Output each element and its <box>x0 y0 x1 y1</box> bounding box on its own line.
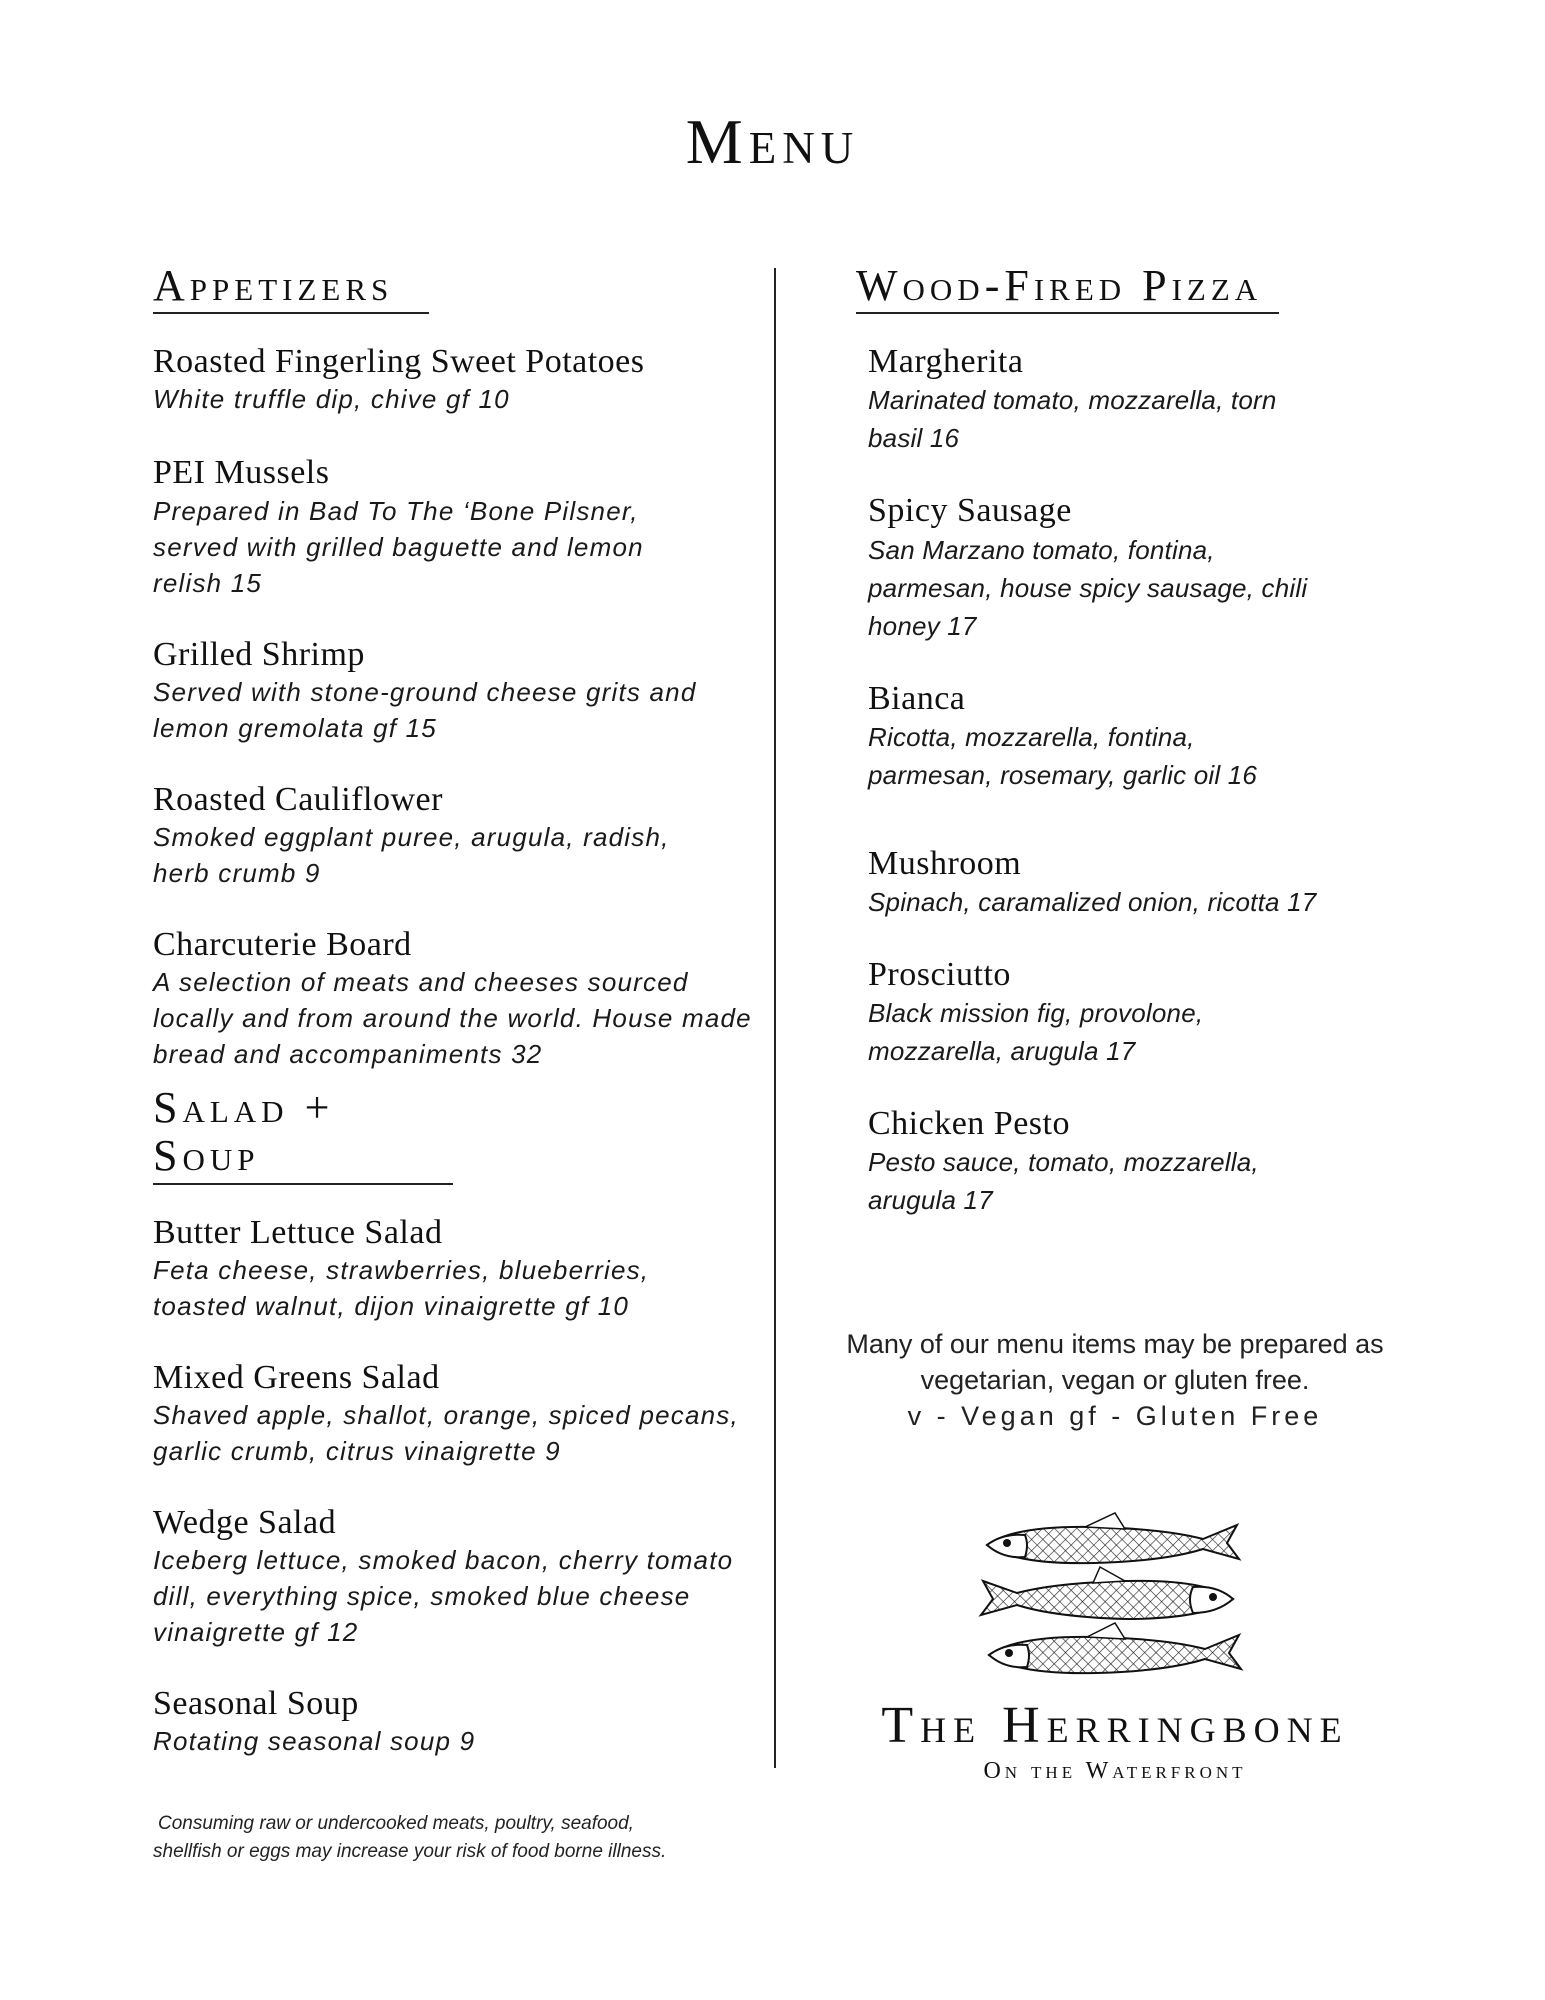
brand-logo <box>805 1697 1425 1785</box>
item-description: Rotating seasonal soup 9 <box>153 1726 476 1757</box>
dietary-note <box>805 1326 1425 1434</box>
item-description: Prepared in Bad To The ‘Bone Pilsner, served with grilled baguette and lemon relish 15 <box>153 495 644 598</box>
item-description: Marinated tomato, mozzarella, torn basil 16 <box>868 385 1277 454</box>
disclaimer-line: shellfish or eggs may increase your risk of food borne illness. <box>153 1841 667 1862</box>
menu-item <box>153 635 753 746</box>
fish-icon <box>989 1623 1241 1673</box>
item-description: Spinach, caramalized onion, ricotta 17 <box>868 886 1317 917</box>
menu-item <box>868 491 1418 644</box>
brand-subtitle: On the Waterfront <box>983 1758 1247 1784</box>
item-description: Served with stone-ground cheese grits and lemon gremolata gf 15 <box>153 676 697 743</box>
item-name: Mixed Greens Salad <box>153 1358 440 1396</box>
item-name: Charcuterie Board <box>153 925 412 963</box>
menu-item <box>868 679 1418 794</box>
item-name: Wedge Salad <box>153 1503 337 1541</box>
pizza-heading: Wood-Fired Pizza <box>856 262 1279 314</box>
menu-title: Menu <box>685 106 860 177</box>
menu-item <box>153 1213 753 1324</box>
salad-soup-heading: Salad + Soup <box>153 1084 453 1185</box>
fish-icon <box>987 1513 1239 1563</box>
item-description: Iceberg lettuce, smoked bacon, cherry tomato dill, everything spice, smoked blue cheese vinaigrette gf 12 <box>153 1544 734 1647</box>
menu-item <box>868 955 1418 1070</box>
item-description: Shaved apple, shallot, orange, spiced pecans, garlic crumb, citrus vinaigrette 9 <box>153 1399 739 1466</box>
menu-item <box>868 342 1418 457</box>
item-description: San Marzano tomato, fontina, parmesan, house spicy sausage, chili honey 17 <box>868 534 1308 641</box>
dietary-note-line: Many of our menu items may be prepared as <box>846 1329 1384 1359</box>
menu-item <box>153 1358 753 1469</box>
item-description: Black mission fig, provolone, mozzarella, arugula 17 <box>868 997 1204 1066</box>
appetizers-section <box>153 262 753 1072</box>
item-name: Seasonal Soup <box>153 1684 359 1722</box>
appetizers-heading: Appetizers <box>153 262 429 314</box>
menu-item <box>868 844 1418 921</box>
fish-icon <box>981 1567 1233 1619</box>
menu-item <box>153 453 753 600</box>
brand-name: The Herringbone <box>881 1697 1349 1754</box>
menu-item <box>153 1503 753 1650</box>
item-name: Grilled Shrimp <box>153 635 365 673</box>
item-name: Spicy Sausage <box>868 492 1072 530</box>
menu-item <box>153 925 753 1072</box>
disclaimer-line: Consuming raw or undercooked meats, poultry, seafood, <box>158 1813 634 1834</box>
three-fish-icon <box>975 1505 1245 1685</box>
dietary-note-line: vegetarian, vegan or gluten free. <box>920 1365 1310 1395</box>
menu-item <box>153 780 753 891</box>
menu-item <box>153 342 753 417</box>
item-name: Prosciutto <box>868 955 1011 993</box>
item-name: Margherita <box>868 343 1024 381</box>
item-name: Butter Lettuce Salad <box>153 1213 443 1251</box>
item-name: Chicken Pesto <box>868 1104 1070 1142</box>
item-description: Ricotta, mozzarella, fontina, parmesan, rosemary, garlic oil 16 <box>868 721 1258 790</box>
item-name: Mushroom <box>868 844 1022 882</box>
menu-item <box>868 1104 1418 1219</box>
item-description: Pesto sauce, tomato, mozzarella, arugula 17 <box>868 1146 1259 1215</box>
item-description: Smoked eggplant puree, arugula, radish, herb crumb 9 <box>153 821 670 888</box>
item-description: Feta cheese, strawberries, blueberries, toasted walnut, dijon vinaigrette gf 10 <box>153 1254 650 1321</box>
right-column <box>858 262 1418 1219</box>
left-column <box>153 262 753 1759</box>
menu-item <box>153 1684 753 1759</box>
item-name: PEI Mussels <box>153 454 330 492</box>
dietary-legend: v - Vegan gf - Gluten Free <box>907 1401 1323 1431</box>
item-description: A selection of meats and cheeses sourced locally and from around the world. House made bread and accompaniments 32 <box>153 966 752 1069</box>
item-name: Bianca <box>868 679 966 717</box>
item-name: Roasted Cauliflower <box>153 780 443 818</box>
food-safety-disclaimer <box>153 1810 753 1866</box>
item-name: Roasted Fingerling Sweet Potatoes <box>153 343 645 381</box>
item-description: White truffle dip, chive gf 10 <box>153 384 510 415</box>
column-divider <box>774 268 776 1768</box>
salad-soup-section <box>153 1084 753 1759</box>
